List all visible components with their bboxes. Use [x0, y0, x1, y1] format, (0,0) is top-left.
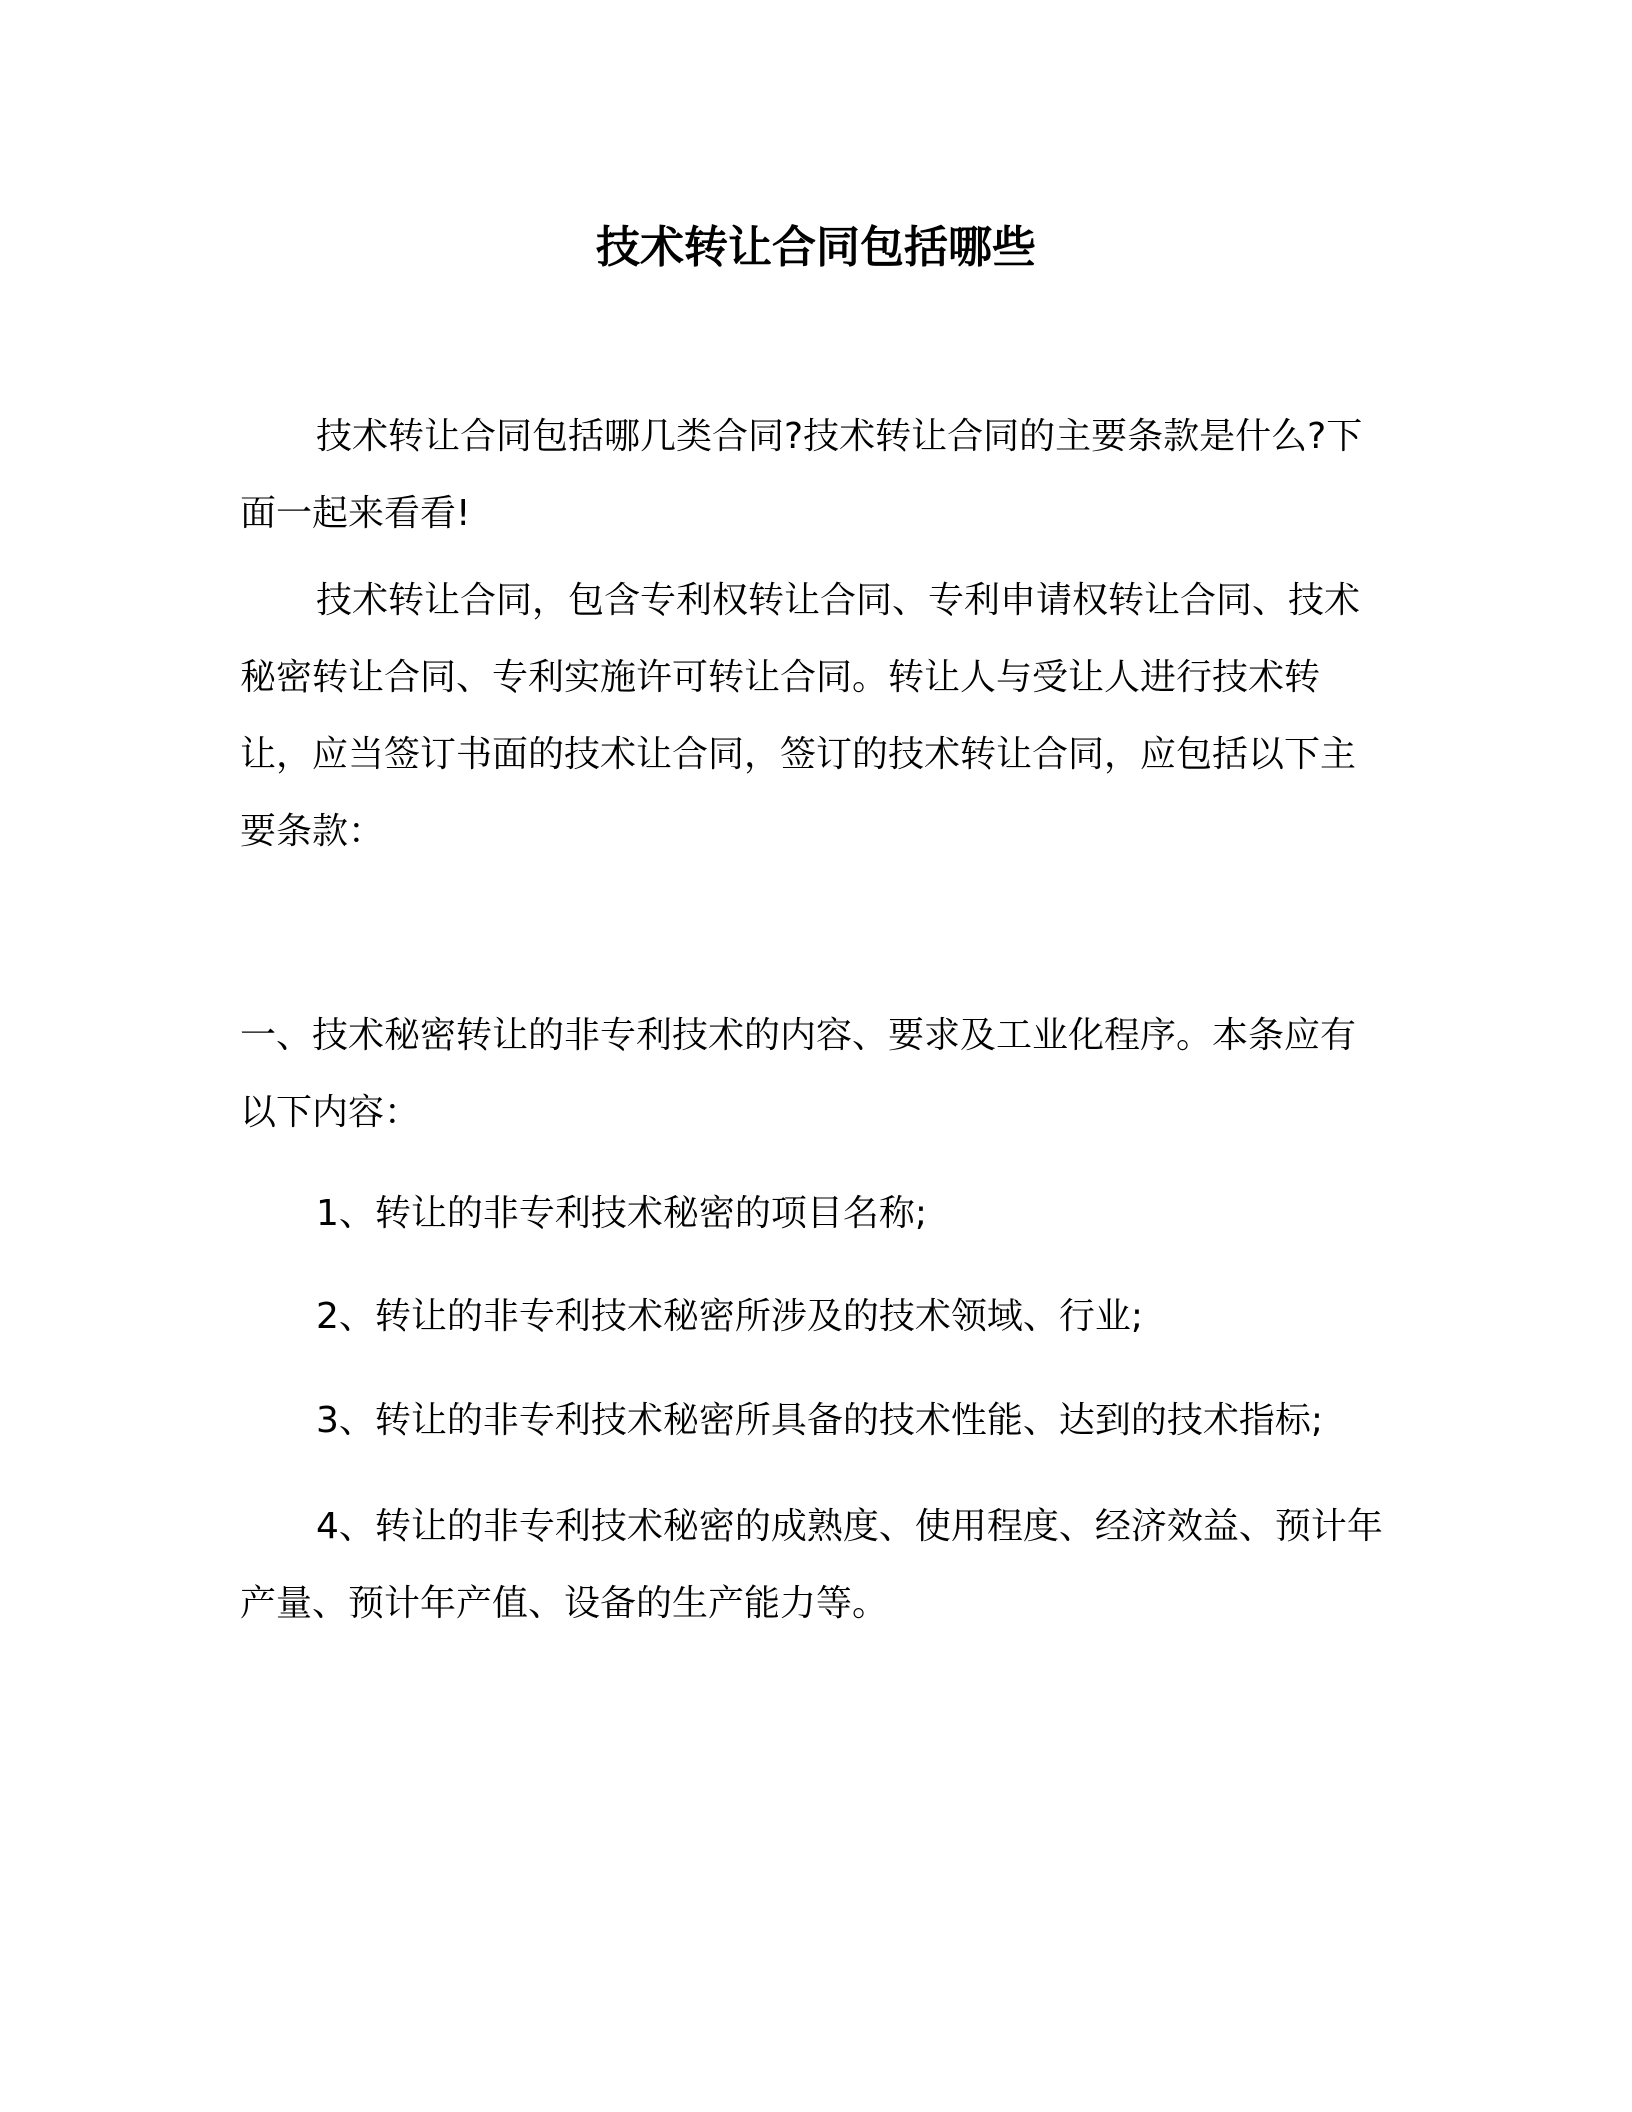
- list-item: 2、转让的非专利技术秘密所涉及的技术领域、行业;: [316, 1296, 1144, 1337]
- section-heading: 一、技术秘密转让的非专利技术的内容、要求及工业化程序。本条应有以下内容：: [240, 1015, 1357, 1133]
- body-paragraph: 技术转让合同，包含专利权转让合同、专利申请权转让合同、技术秘密转让合同、专利实施许可转让合同。转让人与受让人进行技术转让，应当签订书面的技术让合同，签订的技术转让合同，应包括以下主要条款：: [240, 580, 1361, 852]
- list-item: 4、转让的非专利技术秘密的成熟度、使用程度、经济效益、预计年产量、预计年产值、设备的生产能力等。: [240, 1506, 1383, 1624]
- document-title: 技术转让合同包括哪些: [596, 222, 1036, 273]
- list-item: 3、转让的非专利技术秘密所具备的技术性能、达到的技术指标;: [316, 1400, 1324, 1441]
- intro-paragraph: 技术转让合同包括哪几类合同?技术转让合同的主要条款是什么?下面一起来看看!: [240, 416, 1363, 534]
- list-item: 1、转让的非专利技术秘密的项目名称;: [316, 1193, 928, 1234]
